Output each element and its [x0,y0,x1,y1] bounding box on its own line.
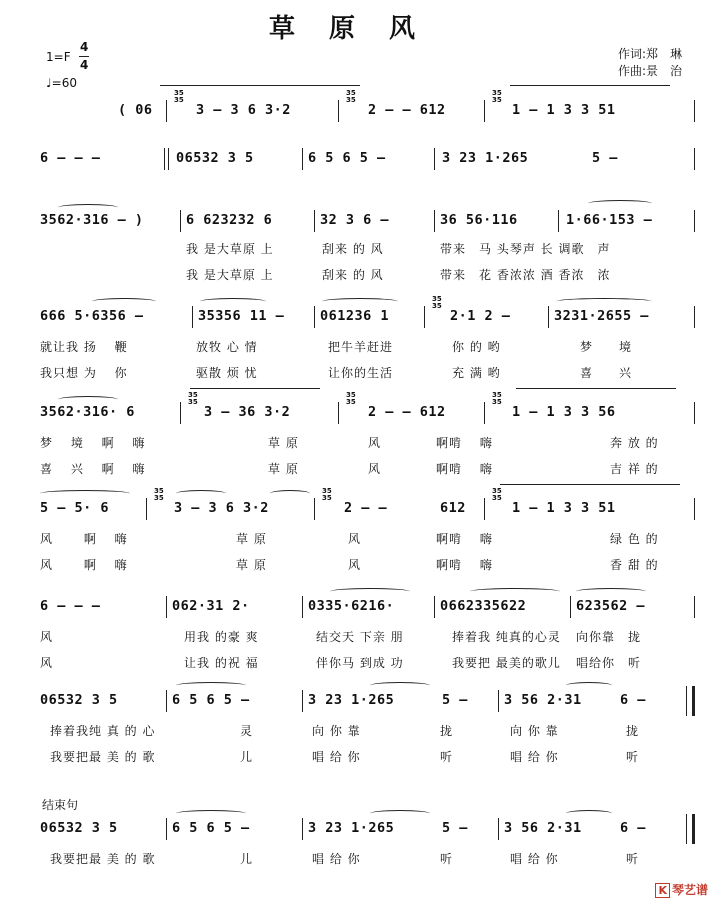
grace-note: 35 35 [346,89,356,104]
logo-icon: K [655,883,670,898]
lyric-verse-1: 啊啃 嗨 [436,532,493,546]
barline [314,306,315,328]
measure: 1 — 1 3 3 51 [512,500,616,516]
lyric-verse-1: 听 [626,852,640,866]
lyric-verse-2: 伴你马 到成 功 [316,656,404,670]
measure: 1·66·153 — [566,212,653,228]
lyric-verse-1: 草 原 [268,436,299,450]
tie-line [160,85,360,86]
measure: 6 5 6 5 — [172,820,250,836]
measure: 3 23 1·265 [308,692,395,708]
repeat-barline [692,686,695,716]
measure: 2 — — 612 [368,102,446,118]
measure: 3 — 36 3·2 [204,404,291,420]
barline [166,596,167,618]
composer: 作曲:景 治 [617,64,682,78]
lyric-verse-2: 风 [348,558,362,572]
lyric-verse-2: 驱散 烦 忧 [196,366,258,380]
barline [694,306,695,328]
lyric-verse-2: 刮来 的 风 [322,268,384,282]
measure: 2 — — 612 [368,404,446,420]
barline [694,596,695,618]
lyric-verse-2: 我只想 为 你 [40,366,128,380]
lyric-verse-2: 啊啃 嗨 [436,558,493,572]
lyric-verse-2: 风 [40,656,54,670]
lyric-verse-1: 拢 [440,724,454,738]
barline [558,210,559,232]
lyric-verse-2: 让你的生活 [328,366,394,380]
lyric-verse-1: 我 是大草原 上 [186,242,274,256]
measure: 06532 3 5 [40,692,118,708]
slur [370,682,430,689]
slur [200,298,266,305]
slur [270,490,310,497]
measure: 6 5 6 5 — [172,692,250,708]
barline [302,690,303,712]
measure: 3 — 3 6 3·2 [196,102,291,118]
measure: 6 5 6 5 — [308,150,386,166]
lyric-verse-1: 梦 境 啊 嗨 [40,436,146,450]
barline [166,818,167,840]
site-logo [655,881,708,898]
lyric-verse-2: 唱 给 你 [510,750,559,764]
barline [338,100,339,122]
grace-note: 35 35 [492,487,502,502]
lyric-verse-2: 吉 祥 的 [610,462,659,476]
measure: 062·31 2· [172,598,250,614]
lyric-verse-1: 奔 放 的 [610,436,659,450]
measure: 3231·2655 — [554,308,649,324]
lyric-verse-1: 风 [348,532,362,546]
lyric-verse-1: 向 你 靠 [312,724,361,738]
measure: 2 — — [344,500,388,516]
lyric-verse-1: 捧着我 纯真的心灵 [452,630,561,644]
slur [176,810,246,817]
lyric-verse-1: 唱 给 你 [312,852,361,866]
lyric-verse-1: 用我 的豪 爽 [184,630,259,644]
final-barline-thick [692,814,695,844]
slur [566,682,612,689]
lyric-verse-1: 刮来 的 风 [322,242,384,256]
grace-note: 35 35 [346,391,356,406]
measure: 6 — [620,820,646,836]
measure: 3 23 1·265 [442,150,529,166]
key-signature: 1=F [46,50,71,64]
barline [168,148,169,170]
barline [164,148,165,170]
tie-line [516,388,676,389]
measure: 06532 3 5 [176,150,254,166]
measure: 5 — [442,820,468,836]
song-title: 草原风 [268,14,449,44]
barline [314,498,315,520]
lyric-verse-1: 你 的 哟 [452,340,501,354]
grace-note: 35 35 [492,391,502,406]
lyric-verse-2: 我要把 最美的歌儿 [452,656,561,670]
lyric-verse-2: 听 [626,750,640,764]
lyric-verse-2: 喜 兴 啊 嗨 [40,462,146,476]
lyric-verse-1: 把牛羊赶进 [328,340,394,354]
lyric-verse-2: 草 原 [268,462,299,476]
lyric-verse-2: 我 是大草原 上 [186,268,274,282]
tempo-marking: ♩=60 [46,76,77,90]
measure: 2·1 2 — [450,308,511,324]
barline [434,596,435,618]
barline [314,210,315,232]
tie-line [500,484,680,485]
measure: 612 [440,500,466,516]
measure: 061236 1 [320,308,390,324]
slur [556,298,652,305]
time-signature-top: 4 [80,40,89,54]
lyric-verse-2: 香 甜 的 [610,558,659,572]
ending-label: 结束句 [42,798,79,812]
slur [576,588,646,595]
lyricist: 作词:郑 琳 [617,47,682,61]
slur [588,200,652,207]
lyric-verse-2: 带来 花 香浓浓 酒 香浓 浓 [440,268,611,282]
slur [322,298,398,305]
barline [302,148,303,170]
lyric-verse-1: 我要把最 美 的 歌 [50,852,156,866]
barline [484,402,485,424]
barline [424,306,425,328]
slur [330,588,410,595]
barline [498,690,499,712]
lyric-verse-1: 风 [40,630,54,644]
barline [338,402,339,424]
measure: 5 — [592,150,618,166]
measure: 0335·6216· [308,598,395,614]
slur [92,298,156,305]
grace-note: 35 35 [174,89,184,104]
lyric-verse-2: 唱给你 听 [576,656,642,670]
lyric-verse-2: 风 啊 嗨 [40,558,128,572]
lyric-verse-1: 唱 给 你 [510,852,559,866]
barline [180,210,181,232]
lyric-verse-1: 草 原 [236,532,267,546]
measure: 06532 3 5 [40,820,118,836]
lyric-verse-2: 儿 [240,750,254,764]
barline [694,100,695,122]
barline [548,306,549,328]
barline [694,498,695,520]
barline [570,596,571,618]
slur [58,396,118,403]
measure: 3562·316· 6 [40,404,135,420]
barline [166,690,167,712]
lyric-verse-1: 梦 境 [580,340,633,354]
lyric-verse-2: 风 [368,462,382,476]
lyric-verse-1: 听 [440,852,454,866]
lyric-verse-2: 唱 给 你 [312,750,361,764]
lyric-verse-1: 啊啃 嗨 [436,436,493,450]
slur [370,810,430,817]
lyric-verse-1: 儿 [240,852,254,866]
barline [302,596,303,618]
lyric-verse-1: 灵 [240,724,254,738]
lyric-verse-2: 草 原 [236,558,267,572]
lyric-verse-1: 放牧 心 情 [196,340,258,354]
lyric-verse-2: 啊啃 嗨 [436,462,493,476]
measure: 36 56·116 [440,212,518,228]
lyric-verse-1: 向你靠 拢 [576,630,642,644]
measure: 5 — 5· 6 [40,500,110,516]
lyric-verse-1: 风 啊 嗨 [40,532,128,546]
measure: 35356 11 — [198,308,285,324]
barline [146,498,147,520]
barline [484,100,485,122]
measure: 6 — — — [40,150,101,166]
barline [180,402,181,424]
lyric-verse-1: 绿 色 的 [610,532,659,546]
grace-note: 35 35 [492,89,502,104]
grace-note: 35 35 [322,487,332,502]
lyric-verse-1: 结交天 下亲 朋 [316,630,404,644]
barline [484,498,485,520]
logo-text: 琴艺谱 [671,883,708,897]
lyric-verse-1: 捧着我纯 真 的 心 [50,724,156,738]
measure: 0662335622 [440,598,527,614]
measure: 1 — 1 3 3 51 [512,102,616,118]
slur [40,490,130,497]
measure: 6 — — — [40,598,101,614]
measure: 6 623232 6 [186,212,273,228]
final-barline [686,814,687,844]
slur [176,682,246,689]
lyric-verse-2: 让我 的祝 福 [184,656,259,670]
lyric-verse-1: 拢 [626,724,640,738]
slur [176,490,226,497]
measure: 3 56 2·31 [504,692,582,708]
grace-note: 35 35 [154,487,164,502]
barline [434,210,435,232]
credits [618,46,682,80]
lyric-verse-2: 喜 兴 [580,366,633,380]
lyric-verse-1: 向 你 靠 [510,724,559,738]
barline [166,100,167,122]
lyric-verse-1: 风 [368,436,382,450]
time-signature-bottom: 4 [80,58,89,72]
measure: 623562 — [576,598,646,614]
barline [434,148,435,170]
barline [694,210,695,232]
lyric-verse-2: 充 满 哟 [452,366,501,380]
lyric-verse-1: 就让我 扬 鞭 [40,340,128,354]
grace-note: 35 35 [188,391,198,406]
barline [686,686,687,716]
tie-line [510,85,670,86]
slur [566,810,612,817]
slur [58,204,118,211]
grace-note: 35 35 [432,295,442,310]
measure: 5 — [442,692,468,708]
measure: 3 — 3 6 3·2 [174,500,269,516]
barline [302,818,303,840]
measure: ( 06 [118,102,153,118]
barline [694,148,695,170]
measure: 6 — [620,692,646,708]
time-signature-divider [79,56,89,57]
measure: 32 3 6 — [320,212,390,228]
lyric-verse-2: 听 [440,750,454,764]
lyric-verse-2: 我要把最 美 的 歌 [50,750,156,764]
barline [498,818,499,840]
measure: 3 56 2·31 [504,820,582,836]
barline [192,306,193,328]
measure: 3562·316 — ) [40,212,144,228]
lyric-verse-1: 带来 马 头琴声 长 调歌 声 [440,242,611,256]
tie-line [190,388,320,389]
measure: 1 — 1 3 3 56 [512,404,616,420]
measure: 3 23 1·265 [308,820,395,836]
slur [470,588,560,595]
measure: 666 5·6356 — [40,308,144,324]
barline [694,402,695,424]
